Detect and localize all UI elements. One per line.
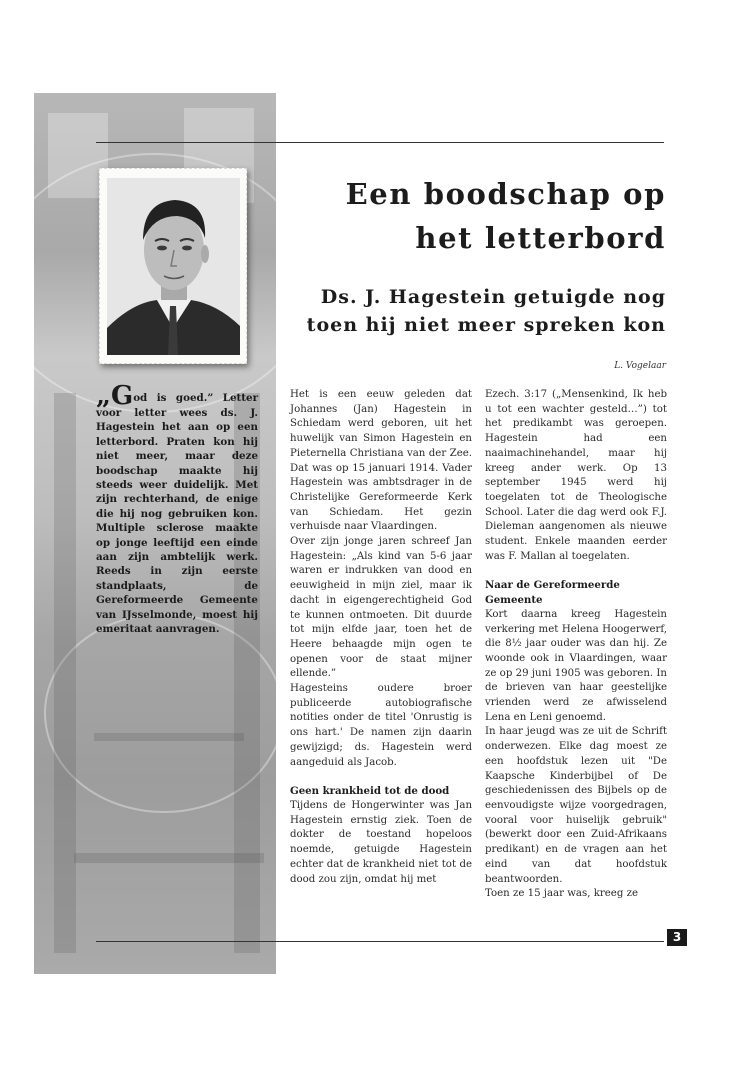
portrait-illustration [107, 178, 240, 355]
article-author: L. Vogelaar [614, 361, 666, 371]
pull-quote [96, 381, 258, 637]
quote-drop-cap: G [110, 381, 134, 411]
paragraph: Het is een eeuw geleden dat Johannes (Jan) Hagestein in Schiedam werd geboren, uit het huwelijk van Simon Hagestein en Pieternella Christiana van der Zee. Dat was op 15 januari 1914. Vader Hagestein was ambtsdrager in de Christelijke Gereformeerde Kerk van Schiedam. Het gezin verhuisde naar Vlaardingen. [290, 389, 472, 533]
section-heading: Naar de Gereformeerde Gemeente [485, 579, 620, 607]
portrait-frame [99, 168, 247, 364]
bottom-rule [96, 941, 664, 942]
paragraph: In haar jeugd was ze uit de Schrift onderwezen. Elke dag moest ze een hoofdstuk lezen uit "De Kaapsche Kinderbijbel of De geschiedenissen des Bijbels op de eenvoudigste wijze voorgedragen, vooral voor huiselijk gebruik" (bewerkt door een Zuid-Afrikaans predikant) en de vragen aan het eind van dat hoofdstuk beantwoorden. [485, 726, 667, 885]
paragraph: Hagesteins oudere broer publiceerde autobiografische notities onder de titel 'Onrustig is ons hart.' De namen zijn daarin gewijzigd; ds. Hagestein werd aangeduid als Jacob. [290, 683, 472, 768]
background-pillar [54, 393, 76, 953]
paragraph: Tijdens de Hongerwinter was Jan Hagestein ernstig ziek. Toen de dokter de toestand hopeloos noemde, getuigde Hagestein echter dat de krankheid niet tot de dood zou zijn, omdat hij met [290, 799, 472, 885]
page-number: 3 [667, 929, 687, 946]
quote-open-mark: „ [96, 381, 111, 411]
section-heading: Geen krankheid tot de dood [290, 785, 450, 798]
article-title: Een boodschap op het letterbord [345, 177, 666, 255]
top-rule [96, 142, 664, 143]
body-column-1 [290, 388, 472, 887]
background-balcony [94, 733, 244, 741]
paragraph: Toen ze 15 jaar was, kreeg ze [485, 888, 638, 900]
background-balcony [74, 853, 264, 863]
paragraph: Ezech. 3:17 („Mensenkind, Ik heb u tot een wachter gesteld…”) tot het predikambt was geroepen. Hagestein had een naaimachinehandel, maar hij kreeg ander werk. Op 13 september 1945 werd hij toegelaten tot de Theologische School. Later die dag werd ook F.J. Dieleman aangenomen als nieuwe student. Enkele maanden eerder was F. Mallan al toegelaten. [485, 389, 667, 562]
portrait-photo [107, 178, 240, 355]
body-column-2 [485, 388, 667, 902]
quote-text: od is goed.” Letter voor letter wees ds. J. Hagestein het aan op een letterbord. Praten kon hij niet meer, maar deze boodschap maakte hij steeds weer duidelijk. Met zijn rechterhand, de enige die hij nog gebruiken kon. Multiple sclerose maakte op jonge leeftijd een einde aan zijn ambtelijk werk. Reeds in zijn eerste standplaats, de Gereformeerde Gemeente van IJsselmonde, moest hij emeritaat aanvragen. [96, 392, 258, 636]
article-subtitle: Ds. J. Hagestein getuigde nog toen hij niet meer spreken kon [306, 286, 666, 336]
paragraph: Kort daarna kreeg Hagestein verkering met Helena Hoogerwerf, die 8½ jaar ouder was dan hij. Ze woonde ook in Vlaardingen, waar ze op 29 juni 1905 was geboren. In de brieven van haar geestelijke vrienden werd ze afwisselend Lena en Leni genoemd. [485, 608, 667, 723]
paragraph: Over zijn jonge jaren schreef Jan Hagestein: „Als kind van 5-6 jaar waren er indrukken van dood en eeuwigheid in mijn ziel, maar ik dacht in eigengerechtigheid God te kunnen ontmoeten. Dit duurde tot mijn elfde jaar, toen het de Heere behaagde mijn ogen te openen voor de staat mijner ellende.” [290, 536, 472, 680]
